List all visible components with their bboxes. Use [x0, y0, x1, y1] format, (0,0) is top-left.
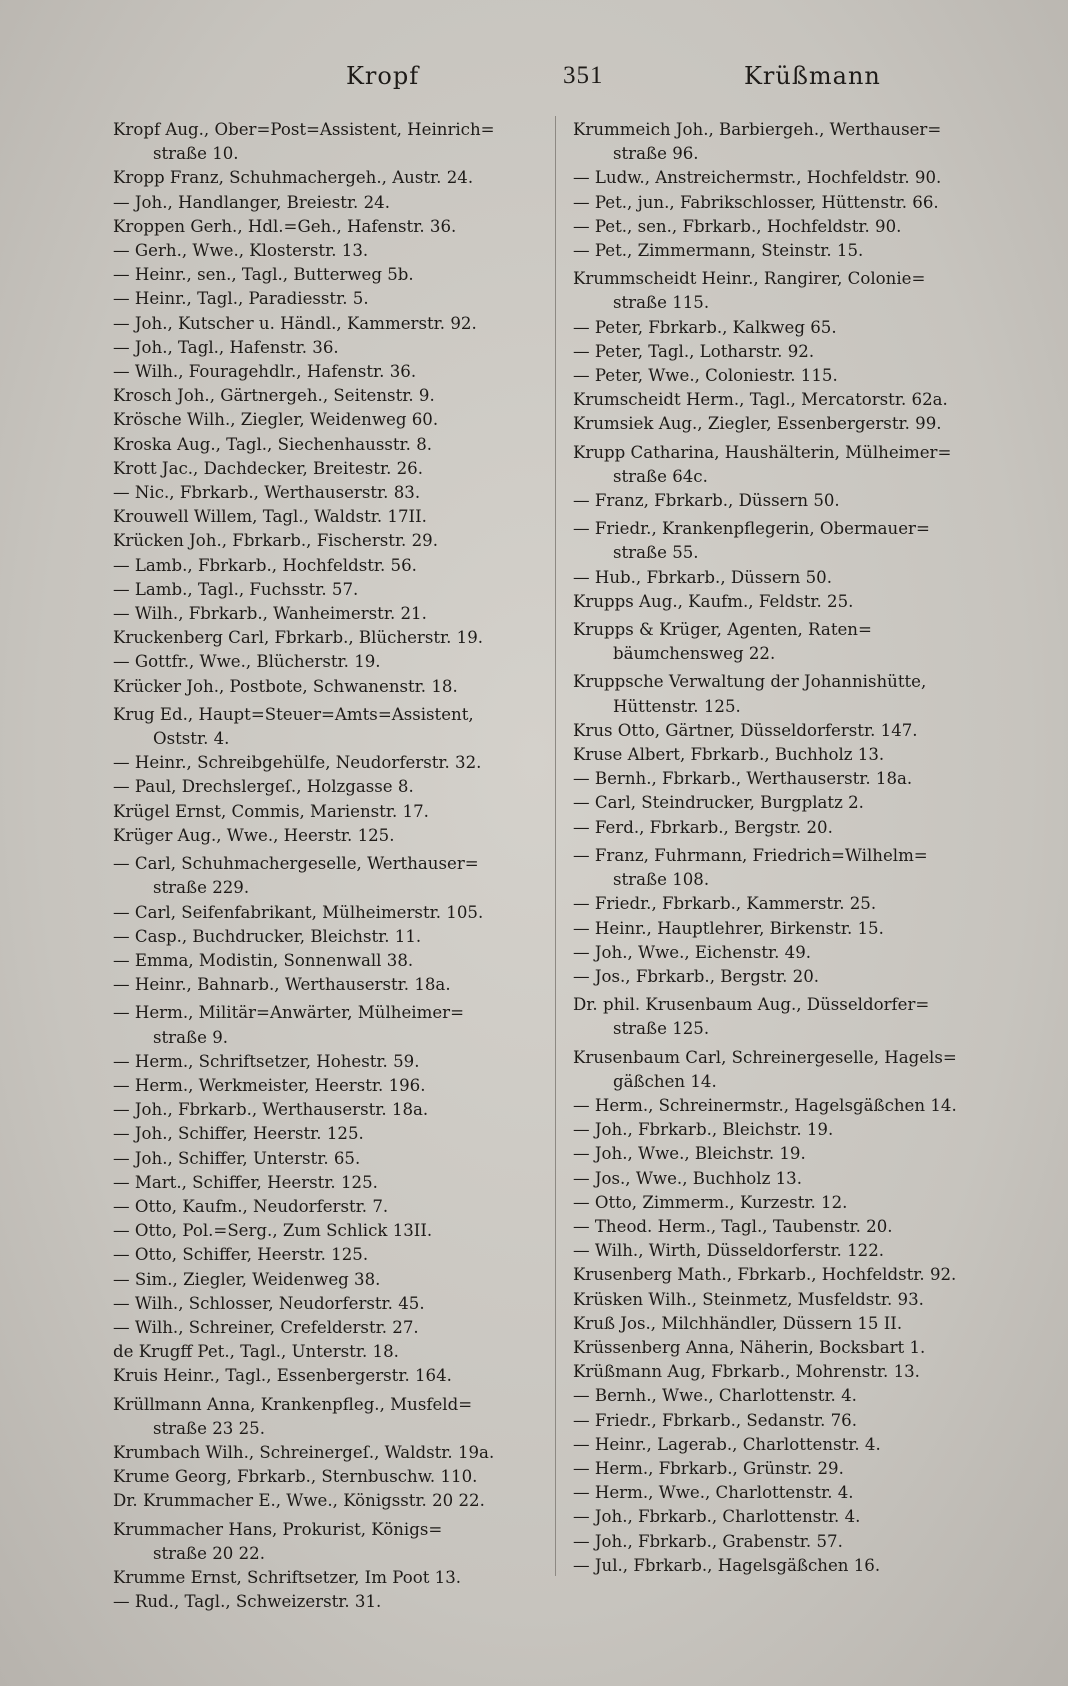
- entry-line: Krüllmann Anna, Krankenpfleg., Musfeld=: [113, 1394, 473, 1414]
- directory-entry: [573, 1384, 1013, 1408]
- directory-entry: [573, 1409, 1013, 1433]
- entry-line: — Gottfr., Wwe., Blücherstr. 19.: [113, 652, 381, 672]
- entry-line: — Rud., Tagl., Schweizerstr. 31.: [113, 1592, 382, 1612]
- directory-entry: [113, 703, 553, 751]
- entry-line: — Jos., Fbrkarb., Bergstr. 20.: [573, 966, 820, 986]
- entry-line: Dr. phil. Krusenbaum Aug., Düsseldorfer=: [573, 995, 930, 1015]
- entry-line: Kruse Albert, Fbrkarb., Buchholz 13.: [573, 745, 885, 765]
- entry-line: — Peter, Tagl., Lotharstr. 92.: [573, 341, 815, 361]
- entry-line: Krüssenberg Anna, Näherin, Bocksbart 1.: [573, 1337, 926, 1357]
- directory-entry: [573, 1167, 1013, 1191]
- directory-entry: [573, 1554, 1013, 1578]
- entry-line: — Wilh., Fbrkarb., Wanheimerstr. 21.: [113, 604, 427, 624]
- entry-line: — Otto, Pol.=Serg., Zum Schlick 13II.: [113, 1221, 433, 1241]
- entry-line: — Wilh., Schreiner, Crefelderstr. 27.: [113, 1317, 419, 1337]
- directory-entry: [113, 287, 553, 311]
- entry-line: Krupps Aug., Kaufm., Feldstr. 25.: [573, 591, 854, 611]
- entry-line: — Heinr., Lagerab., Charlottenstr. 4.: [573, 1434, 881, 1454]
- entry-line: Krumme Ernst, Schriftsetzer, Im Poot 13.: [113, 1567, 462, 1587]
- entry-continuation: gäßchen 14.: [613, 1071, 717, 1091]
- directory-entry: [573, 412, 1013, 436]
- directory-entry: [113, 554, 553, 578]
- directory-entry: [573, 743, 1013, 767]
- directory-entry: [573, 791, 1013, 815]
- entry-line: Krott Jac., Dachdecker, Breitestr. 26.: [113, 458, 424, 478]
- entry-line: — Bernh., Fbrkarb., Werthauserstr. 18a.: [573, 769, 913, 789]
- directory-entry: [573, 1263, 1013, 1287]
- directory-entry: [113, 1001, 553, 1049]
- directory-entry: [573, 1505, 1013, 1529]
- directory-entry: [573, 316, 1013, 340]
- directory-entry: [113, 1393, 553, 1441]
- directory-entry: [573, 1142, 1013, 1166]
- entry-line: — Joh., Handlanger, Breiestr. 24.: [113, 192, 390, 212]
- entry-line: — Joh., Fbrkarb., Werthauserstr. 18a.: [113, 1100, 429, 1120]
- entry-line: Kroska Aug., Tagl., Siechenhausstr. 8.: [113, 434, 433, 454]
- entry-line: — Friedr., Fbrkarb., Sedanstr. 76.: [573, 1410, 858, 1430]
- entry-line: Krücken Joh., Fbrkarb., Fischerstr. 29.: [113, 531, 438, 551]
- entry-line: Kruppsche Verwaltung der Johannishütte,: [573, 672, 927, 692]
- directory-entry: [113, 239, 553, 263]
- directory-entry: [113, 1316, 553, 1340]
- entry-line: Krug Ed., Haupt=Steuer=Amts=Assistent,: [113, 704, 474, 724]
- entry-line: Krus Otto, Gärtner, Düsseldorferstr. 147.: [573, 720, 918, 740]
- entry-line: — Peter, Wwe., Coloniestr. 115.: [573, 366, 838, 386]
- entry-line: — Pet., sen., Fbrkarb., Hochfeldstr. 90.: [573, 216, 902, 236]
- left-column: [113, 114, 553, 1614]
- entry-line: Krosch Joh., Gärtnergeh., Seitenstr. 9.: [113, 386, 435, 406]
- entry-line: — Gerh., Wwe., Klosterstr. 13.: [113, 241, 369, 261]
- entry-line: — Heinr., Schreibgehülfe, Neudorferstr. 32.: [113, 753, 482, 773]
- entry-line: — Wilh., Schlosser, Neudorferstr. 45.: [113, 1293, 425, 1313]
- directory-entry: [113, 1292, 553, 1316]
- entry-continuation: straße 23 25.: [153, 1418, 265, 1438]
- entry-line: — Joh., Fbrkarb., Charlottenstr. 4.: [573, 1507, 861, 1527]
- directory-entry: [573, 719, 1013, 743]
- directory-entry: [573, 1239, 1013, 1263]
- entry-line: de Krugff Pet., Tagl., Unterstr. 18.: [113, 1342, 399, 1362]
- entry-line: Krouwell Willem, Tagl., Waldstr. 17II.: [113, 507, 427, 527]
- entry-line: — Nic., Fbrkarb., Werthauserstr. 83.: [113, 483, 421, 503]
- entry-line: — Jos., Wwe., Buchholz 13.: [573, 1168, 803, 1188]
- entry-line: Krupps & Krüger, Agenten, Raten=: [573, 620, 872, 640]
- entry-line: Kruß Jos., Milchhändler, Düssern 15 II.: [573, 1313, 903, 1333]
- entry-line: Krummacher Hans, Prokurist, Königs=: [113, 1519, 443, 1539]
- entry-line: — Herm., Werkmeister, Heerstr. 196.: [113, 1075, 426, 1095]
- entry-continuation: straße 125.: [613, 1019, 710, 1039]
- entry-line: — Carl, Seifenfabrikant, Mülheimerstr. 105.: [113, 902, 484, 922]
- directory-entry: [113, 1441, 553, 1465]
- directory-entry: [573, 993, 1013, 1041]
- entry-line: Kropp Franz, Schuhmachergeh., Austr. 24.: [113, 168, 474, 188]
- entry-continuation: straße 10.: [153, 144, 239, 164]
- directory-entry: [573, 844, 1013, 892]
- directory-entry: [573, 1433, 1013, 1457]
- directory-entry: [113, 360, 553, 384]
- entry-line: — Herm., Wwe., Charlottenstr. 4.: [573, 1483, 854, 1503]
- directory-entry: [573, 166, 1013, 190]
- directory-entry: [113, 602, 553, 626]
- directory-entry: [113, 578, 553, 602]
- directory-entry: [113, 1050, 553, 1074]
- directory-entry: [573, 364, 1013, 388]
- directory-entry: [113, 626, 553, 650]
- entry-line: — Carl, Steindrucker, Burgplatz 2.: [573, 793, 864, 813]
- directory-entry: [573, 191, 1013, 215]
- entry-line: — Franz, Fbrkarb., Düssern 50.: [573, 491, 840, 511]
- directory-entry: [113, 1518, 553, 1566]
- entry-line: — Bernh., Wwe., Charlottenstr. 4.: [573, 1386, 857, 1406]
- directory-entry: [573, 1530, 1013, 1554]
- directory-entry: [573, 1046, 1013, 1094]
- directory-entry: [113, 1098, 553, 1122]
- entry-line: — Mart., Schiffer, Heerstr. 125.: [113, 1172, 378, 1192]
- entry-line: — Friedr., Fbrkarb., Kammerstr. 25.: [573, 894, 877, 914]
- entry-line: — Heinr., Hauptlehrer, Birkenstr. 15.: [573, 918, 884, 938]
- entry-line: — Otto, Kaufm., Neudorferstr. 7.: [113, 1196, 389, 1216]
- entry-continuation: straße 229.: [153, 878, 250, 898]
- entry-line: Krusenberg Math., Fbrkarb., Hochfeldstr. 92.: [573, 1265, 957, 1285]
- entry-line: — Friedr., Krankenpflegerin, Obermauer=: [573, 519, 930, 539]
- directory-entry: [113, 675, 553, 699]
- entry-line: Kröschе Wilh., Ziegler, Weidenweg 60.: [113, 410, 439, 430]
- entry-line: Krume Georg, Fbrkarb., Sternbuschw. 110.: [113, 1467, 478, 1487]
- directory-entry: [113, 751, 553, 775]
- entry-line: — Pet., Zimmermann, Steinstr. 15.: [573, 241, 864, 261]
- header-right-keyword: Krüßmann: [744, 62, 881, 90]
- entry-line: — Casp., Buchdrucker, Bleichstr. 11.: [113, 926, 422, 946]
- entry-line: — Heinr., Bahnarb., Werthauserstr. 18a.: [113, 975, 451, 995]
- directory-entry: [113, 408, 553, 432]
- entry-line: — Peter, Fbrkarb., Kalkweg 65.: [573, 317, 837, 337]
- directory-entry: [573, 239, 1013, 263]
- entry-line: — Paul, Drechslergeſ., Holzgasse 8.: [113, 777, 414, 797]
- directory-entry: [573, 767, 1013, 791]
- directory-entry: [573, 517, 1013, 565]
- entry-line: — Heinr., sen., Tagl., Butterweg 5b.: [113, 265, 414, 285]
- directory-entry: [113, 925, 553, 949]
- entry-line: Krumscheidt Herm., Tagl., Mercatorstr. 62a.: [573, 390, 948, 410]
- directory-entry: [573, 388, 1013, 412]
- directory-entry: [113, 650, 553, 674]
- entry-line: Krücker Joh., Postbote, Schwanenstr. 18.: [113, 676, 458, 696]
- directory-entry: [113, 118, 553, 166]
- directory-entry: [113, 1243, 553, 1267]
- entry-continuation: bäumchensweg 22.: [613, 644, 776, 664]
- entry-line: — Herm., Militär=Anwärter, Mülheimer=: [113, 1003, 464, 1023]
- directory-entry: [113, 901, 553, 925]
- entry-line: — Hub., Fbrkarb., Düssern 50.: [573, 567, 832, 587]
- directory-entry: [113, 1195, 553, 1219]
- entry-line: — Otto, Schiffer, Heerstr. 125.: [113, 1245, 369, 1265]
- directory-entry: [113, 529, 553, 553]
- directory-entry: [113, 1147, 553, 1171]
- directory-entry: [113, 336, 553, 360]
- entry-line: — Joh., Schiffer, Heerstr. 125.: [113, 1124, 364, 1144]
- entry-line: Krummeich Joh., Barbiergeh., Werthauser=: [573, 120, 942, 139]
- directory-entry: [573, 1336, 1013, 1360]
- right-column: [573, 114, 1013, 1578]
- column-divider: [555, 116, 556, 1576]
- directory-entry: [573, 917, 1013, 941]
- entry-continuation: straße 9.: [153, 1027, 229, 1047]
- entry-line: — Joh., Schiffer, Unterstr. 65.: [113, 1148, 361, 1168]
- directory-entry: [113, 973, 553, 997]
- entry-line: Krusenbaum Carl, Schreinergeselle, Hagels=: [573, 1047, 957, 1067]
- entry-line: Krumsiek Aug., Ziegler, Essenbergerstr. 99.: [573, 414, 942, 434]
- entry-line: Kroppen Gerh., Hdl.=Geh., Hafenstr. 36.: [113, 216, 457, 236]
- directory-entry: [573, 1457, 1013, 1481]
- directory-entry: [113, 1340, 553, 1364]
- directory-entry: [113, 1268, 553, 1292]
- directory-entry: [113, 215, 553, 239]
- entry-line: — Emma, Modistin, Sonnenwall 38.: [113, 950, 414, 970]
- entry-line: — Otto, Zimmerm., Kurzestr. 12.: [573, 1192, 848, 1212]
- entry-line: — Franz, Fuhrmann, Friedrich=Wilhelm=: [573, 845, 928, 865]
- directory-entry: [573, 1360, 1013, 1384]
- directory-entry: [573, 118, 1013, 166]
- entry-line: Krüßmann Aug, Fbrkarb., Mohrenstr. 13.: [573, 1362, 920, 1382]
- directory-entry: [573, 1288, 1013, 1312]
- directory-entry: [573, 965, 1013, 989]
- directory-entry: [113, 481, 553, 505]
- directory-entry: [113, 1219, 553, 1243]
- entry-line: — Herm., Fbrkarb., Grünstr. 29.: [573, 1458, 844, 1478]
- entry-continuation: straße 20 22.: [153, 1543, 265, 1563]
- entry-line: — Joh., Fbrkarb., Grabenstr. 57.: [573, 1531, 843, 1551]
- page-header: [0, 62, 1068, 98]
- entry-line: Kruckenberg Carl, Fbrkarb., Blücherstr. 19.: [113, 628, 484, 648]
- directory-entry: [573, 1215, 1013, 1239]
- entry-line: Krüsken Wilh., Steinmetz, Musfeldstr. 93.: [573, 1289, 924, 1309]
- directory-entry: [573, 941, 1013, 965]
- directory-entry: [113, 263, 553, 287]
- directory-entry: [573, 1312, 1013, 1336]
- directory-entry: [573, 489, 1013, 513]
- entry-continuation: straße 108.: [613, 870, 710, 890]
- directory-entry: [113, 800, 553, 824]
- entry-line: — Joh., Fbrkarb., Bleichstr. 19.: [573, 1120, 834, 1140]
- directory-entry: [573, 892, 1013, 916]
- directory-entry: [113, 505, 553, 529]
- directory-entry: [573, 590, 1013, 614]
- directory-entry: [573, 1118, 1013, 1142]
- directory-entry: [113, 191, 553, 215]
- entry-line: Kropf Aug., Ober=Post=Assistent, Heinrich=: [113, 120, 495, 139]
- directory-entry: [113, 1364, 553, 1388]
- page-number: 351: [563, 62, 604, 89]
- directory-entry: [113, 775, 553, 799]
- entry-line: Kruis Heinr., Tagl., Essenbergerstr. 164.: [113, 1366, 452, 1386]
- directory-entry: [573, 267, 1013, 315]
- directory-entry: [113, 457, 553, 481]
- entry-continuation: Oststr. 4.: [153, 729, 230, 749]
- directory-entry: [573, 1094, 1013, 1118]
- directory-entry: [113, 949, 553, 973]
- directory-entry: [573, 566, 1013, 590]
- entry-continuation: straße 64c.: [613, 466, 708, 486]
- directory-entry: [113, 824, 553, 848]
- directory-entry: [113, 166, 553, 190]
- entry-continuation: straße 55.: [613, 543, 699, 563]
- entry-line: — Jul., Fbrkarb., Hagelsgäßchen 16.: [573, 1555, 881, 1575]
- entry-line: — Carl, Schuhmachergeselle, Werthauser=: [113, 854, 479, 874]
- entry-line: — Joh., Tagl., Hafenstr. 36.: [113, 337, 339, 357]
- entry-line: — Ludw., Anstreichermstr., Hochfeldstr. 90.: [573, 168, 942, 188]
- entry-line: — Heinr., Tagl., Paradiesstr. 5.: [113, 289, 369, 309]
- entry-line: — Joh., Wwe., Eichenstr. 49.: [573, 942, 812, 962]
- directory-entry: [573, 1191, 1013, 1215]
- entry-line: — Wilh., Wirth, Düsseldorferstr. 122.: [573, 1241, 885, 1261]
- directory-entry: [573, 618, 1013, 666]
- directory-entry: [573, 215, 1013, 239]
- entry-line: — Herm., Schriftsetzer, Hohestr. 59.: [113, 1051, 420, 1071]
- directory-entry: [113, 384, 553, 408]
- directory-entry: [573, 670, 1013, 718]
- directory-entry: [113, 1074, 553, 1098]
- entry-line: — Theod. Herm., Tagl., Taubenstr. 20.: [573, 1216, 893, 1236]
- entry-line: — Joh., Kutscher u. Händl., Kammerstr. 92.: [113, 313, 477, 333]
- directory-entry: [573, 340, 1013, 364]
- entry-line: — Wilh., Fouragehdlr., Hafenstr. 36.: [113, 362, 417, 382]
- entry-line: — Pet., jun., Fabrikschlosser, Hüttenstr. 66.: [573, 192, 939, 212]
- entry-line: Krummscheidt Heinr., Rangirer, Colonie=: [573, 269, 926, 289]
- directory-entry: [113, 312, 553, 336]
- directory-entry: [113, 1122, 553, 1146]
- entry-continuation: straße 115.: [613, 293, 710, 313]
- directory-entry: [573, 1481, 1013, 1505]
- directory-entry: [113, 852, 553, 900]
- directory-entry: [573, 816, 1013, 840]
- entry-line: — Herm., Schreinermstr., Hagelsgäßchen 14.: [573, 1095, 957, 1115]
- entry-line: — Sim., Ziegler, Weidenweg 38.: [113, 1269, 381, 1289]
- header-left-keyword: Kropf: [346, 62, 420, 90]
- directory-entry: [113, 1590, 553, 1614]
- directory-entry: [113, 1566, 553, 1590]
- directory-entry: [113, 1171, 553, 1195]
- entry-line: Dr. Krummacher E., Wwe., Königsstr. 20 22.: [113, 1491, 485, 1511]
- entry-continuation: Hüttenstr. 125.: [613, 696, 741, 716]
- entry-line: Krüger Aug., Wwe., Heerstr. 125.: [113, 825, 395, 845]
- entry-line: Krumbach Wilh., Schreinergeſ., Waldstr. 19a.: [113, 1442, 495, 1462]
- entry-line: — Lamb., Tagl., Fuchsstr. 57.: [113, 579, 359, 599]
- entry-line: — Lamb., Fbrkarb., Hochfeldstr. 56.: [113, 555, 417, 575]
- directory-entry: [113, 1465, 553, 1489]
- directory-entry: [573, 441, 1013, 489]
- entry-continuation: straße 96.: [613, 144, 699, 164]
- directory-entry: [113, 433, 553, 457]
- entry-line: — Joh., Wwe., Bleichstr. 19.: [573, 1144, 806, 1164]
- entry-line: Krügel Ernst, Commis, Marienstr. 17.: [113, 801, 429, 821]
- entry-line: Krupp Catharina, Haushälterin, Mülheimer=: [573, 442, 952, 462]
- entry-line: — Ferd., Fbrkarb., Bergstr. 20.: [573, 817, 833, 837]
- directory-entry: [113, 1489, 553, 1513]
